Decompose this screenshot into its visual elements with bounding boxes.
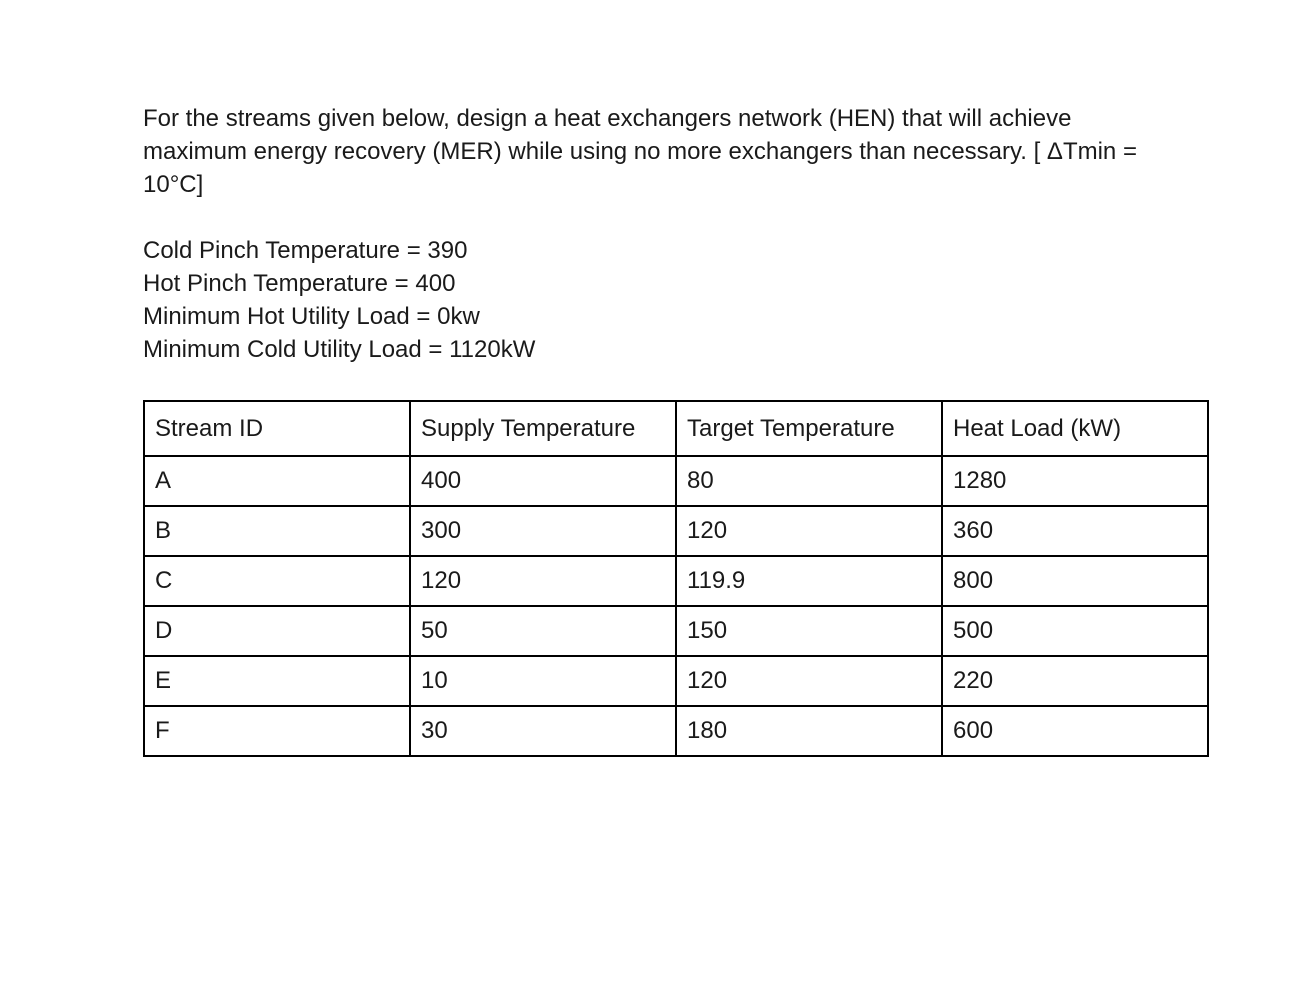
cell-target-temperature: 80 <box>676 456 942 506</box>
cell-target-temperature: 120 <box>676 506 942 556</box>
cell-supply-temperature: 10 <box>410 656 676 706</box>
cell-stream-id: A <box>144 456 410 506</box>
cell-target-temperature: 150 <box>676 606 942 656</box>
pinch-facts <box>143 234 1207 366</box>
header-heat-load: Heat Load (kW) <box>942 401 1208 456</box>
table-row <box>144 556 1208 606</box>
cell-supply-temperature: 400 <box>410 456 676 506</box>
cell-heat-load: 1280 <box>942 456 1208 506</box>
table-row <box>144 506 1208 556</box>
cell-heat-load: 500 <box>942 606 1208 656</box>
header-stream-id: Stream ID <box>144 401 410 456</box>
header-target-temperature: Target Temperature <box>676 401 942 456</box>
min-hot-utility-load: Minimum Hot Utility Load = 0kw <box>143 303 480 330</box>
table-row <box>144 656 1208 706</box>
document-page <box>143 102 1207 744</box>
cell-heat-load: 220 <box>942 656 1208 706</box>
cold-pinch-temperature: Cold Pinch Temperature = 390 <box>143 237 468 264</box>
cell-target-temperature: 119.9 <box>676 556 942 606</box>
cell-supply-temperature: 30 <box>410 706 676 756</box>
cell-stream-id: F <box>144 706 410 756</box>
streams-table <box>143 400 1209 757</box>
cell-stream-id: B <box>144 506 410 556</box>
problem-line-3: 10°C] <box>143 171 204 198</box>
cell-supply-temperature: 120 <box>410 556 676 606</box>
table-row <box>144 706 1208 756</box>
cell-stream-id: E <box>144 656 410 706</box>
table-row <box>144 456 1208 506</box>
min-cold-utility-load: Minimum Cold Utility Load = 1120kW <box>143 336 536 363</box>
cell-supply-temperature: 300 <box>410 506 676 556</box>
cell-heat-load: 600 <box>942 706 1208 756</box>
cell-heat-load: 360 <box>942 506 1208 556</box>
problem-line-2: maximum energy recovery (MER) while using no more exchangers than necessary. [ ΔTmin = <box>143 138 1137 165</box>
cell-supply-temperature: 50 <box>410 606 676 656</box>
table-header-row <box>144 401 1208 456</box>
problem-line-1: For the streams given below, design a heat exchangers network (HEN) that will achieve <box>143 105 1072 132</box>
cell-stream-id: D <box>144 606 410 656</box>
table-row <box>144 606 1208 656</box>
hot-pinch-temperature: Hot Pinch Temperature = 400 <box>143 270 456 297</box>
problem-statement <box>143 102 1183 201</box>
cell-target-temperature: 120 <box>676 656 942 706</box>
header-supply-temperature: Supply Temperature <box>410 401 676 456</box>
cell-stream-id: C <box>144 556 410 606</box>
cell-heat-load: 800 <box>942 556 1208 606</box>
cell-target-temperature: 180 <box>676 706 942 756</box>
